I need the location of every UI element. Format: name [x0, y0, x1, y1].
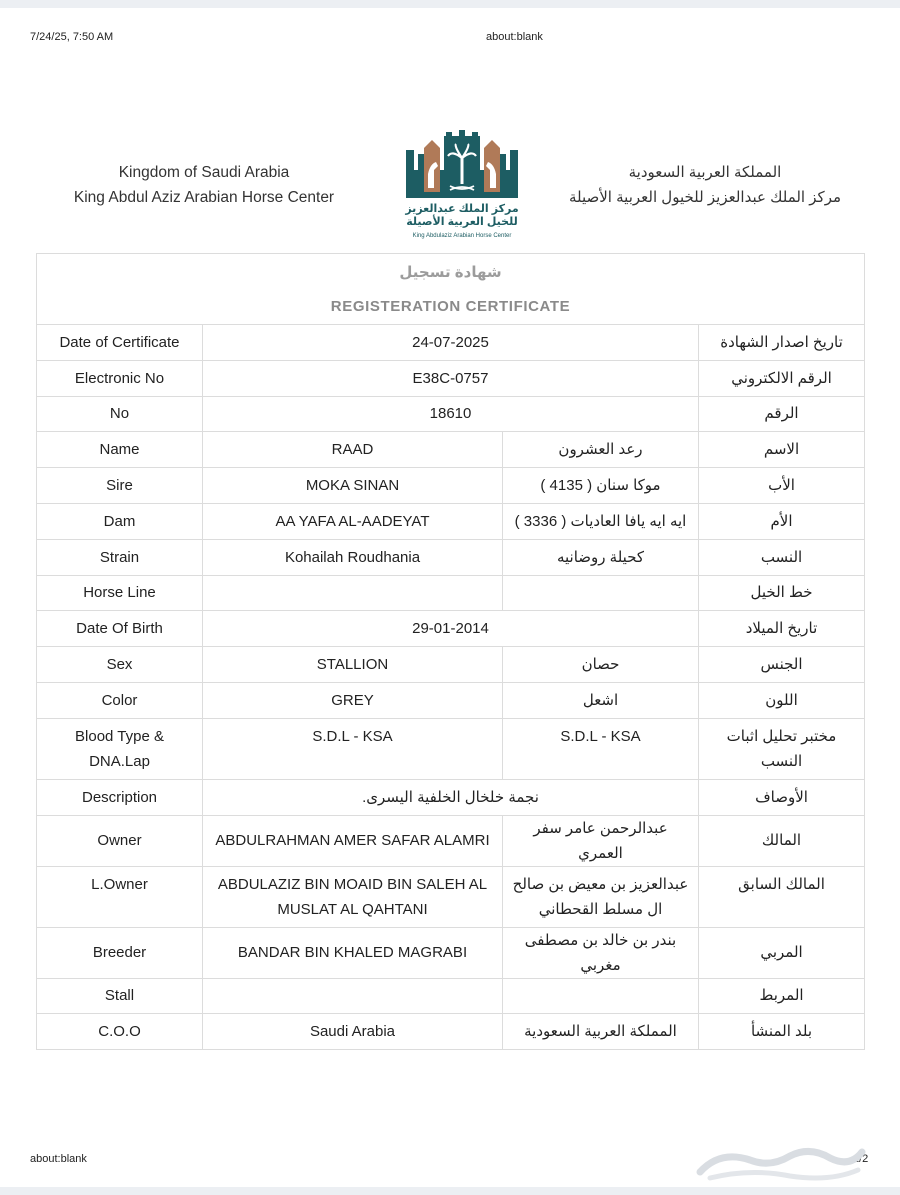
- name-value-ar: رعد العشرون: [503, 432, 699, 468]
- electronic-no-value: E38C-0757: [203, 360, 699, 396]
- blood-type-label-line2: DNA.Lap: [89, 752, 150, 770]
- footer-url: about:blank: [30, 1153, 87, 1165]
- table-row: [37, 611, 865, 647]
- row-label-en: Strain: [37, 539, 203, 575]
- horse-line-value-en: [203, 575, 503, 611]
- l-owner-value-ar-line2: ال مسلط القحطاني: [538, 900, 663, 918]
- l-owner-value-en: [203, 866, 503, 927]
- dam-value-ar: ايه ايه يافا العاديات ( 3336 ): [503, 503, 699, 539]
- coo-value-en: Saudi Arabia: [203, 1014, 503, 1050]
- table-row: [37, 575, 865, 611]
- row-label-en: L.Owner: [37, 866, 203, 927]
- row-label-ar: المالك السابق: [699, 866, 865, 927]
- sire-value-en: MOKA SINAN: [203, 468, 503, 504]
- sire-value-ar: موكا سنان ( 4135 ): [503, 468, 699, 504]
- name-value-en: RAAD: [203, 432, 503, 468]
- table-row: [37, 325, 865, 361]
- sex-value-ar: حصان: [503, 647, 699, 683]
- row-label-ar: الجنس: [699, 647, 865, 683]
- row-label-en: Dam: [37, 503, 203, 539]
- coo-value-ar: المملكة العربية السعودية: [503, 1014, 699, 1050]
- row-label-en: C.O.O: [37, 1014, 203, 1050]
- l-owner-value-en-line1: ABDULAZIZ BIN MOAID BIN SALEH AL: [217, 875, 488, 893]
- header-arabic: [560, 160, 850, 210]
- certificate-table: [36, 253, 865, 1050]
- table-row: [37, 866, 865, 927]
- date-of-certificate-value: 24-07-2025: [203, 325, 699, 361]
- footer-page-number: 1/2: [853, 1153, 869, 1165]
- table-row: [37, 927, 865, 978]
- l-owner-value-ar: [503, 866, 699, 927]
- header-en-country: Kingdom of Saudi Arabia: [118, 164, 290, 181]
- row-label-ar: تاريخ الميلاد: [699, 611, 865, 647]
- table-row: [37, 360, 865, 396]
- table-row: [37, 1014, 865, 1050]
- haraj-watermark-icon: [690, 1138, 870, 1184]
- table-row: [37, 682, 865, 718]
- owner-value-en: ABDULRAHMAN AMER SAFAR ALAMRI: [203, 815, 503, 866]
- description-value: نجمة خلخال الخلفية اليسرى.: [203, 779, 699, 815]
- owner-value-ar: عبدالرحمن عامر سفر العمري: [503, 815, 699, 866]
- table-row: [37, 718, 865, 779]
- row-label-ar: اللون: [699, 682, 865, 718]
- row-label-en: Description: [37, 779, 203, 815]
- strain-value-en: Kohailah Roudhania: [203, 539, 503, 575]
- table-row: [37, 978, 865, 1014]
- table-row: [37, 647, 865, 683]
- row-label-en: Color: [37, 682, 203, 718]
- row-label-ar: الرقم: [699, 396, 865, 432]
- top-strip: [0, 0, 900, 8]
- row-label-ar: النسب: [699, 539, 865, 575]
- header-en-center: King Abdul Aziz Arabian Horse Center: [73, 189, 335, 206]
- breeder-value-ar: بندر بن خالد بن مصطفى مغربي: [503, 927, 699, 978]
- print-datetime: 7/24/25, 7:50 AM: [30, 31, 114, 43]
- table-row: [37, 815, 865, 866]
- sex-value-en: STALLION: [203, 647, 503, 683]
- table-row: [37, 503, 865, 539]
- certificate-title-ar: شهادة تسجيل: [399, 264, 502, 281]
- row-label-ar: المربي: [699, 927, 865, 978]
- strain-value-ar: كحيلة روضانيه: [503, 539, 699, 575]
- color-value-ar: اشعل: [503, 682, 699, 718]
- blood-type-value-en: S.D.L - KSA: [203, 718, 503, 779]
- row-label-en: [37, 718, 203, 779]
- row-label-en: Owner: [37, 815, 203, 866]
- row-label-en: Electronic No: [37, 360, 203, 396]
- row-label-ar: المربط: [699, 978, 865, 1014]
- row-label-en: Date Of Birth: [37, 611, 203, 647]
- date-of-birth-value: 29-01-2014: [203, 611, 699, 647]
- color-value-en: GREY: [203, 682, 503, 718]
- row-label-ar: الأم: [699, 503, 865, 539]
- row-label-en: Stall: [37, 978, 203, 1014]
- logo-english-text: King Abdulaziz Arabian Horse Center: [412, 233, 512, 239]
- row-label-ar: بلد المنشأ: [699, 1014, 865, 1050]
- header-english: [40, 160, 368, 210]
- table-row: [37, 396, 865, 432]
- table-row: [37, 779, 865, 815]
- stall-value-ar: [503, 978, 699, 1014]
- certificate-title-en: REGISTERATION CERTIFICATE: [330, 298, 571, 315]
- header-ar-country: المملكة العربية السعودية: [628, 164, 782, 181]
- blood-type-value-ar: S.D.L - KSA: [503, 718, 699, 779]
- bottom-strip: [0, 1187, 900, 1195]
- blood-type-label-line1: Blood Type &: [75, 727, 164, 745]
- l-owner-value-en-line2: MUSLAT AL QAHTANI: [277, 900, 428, 918]
- row-label-en: Breeder: [37, 927, 203, 978]
- certificate-title: [37, 254, 865, 325]
- row-label-ar: خط الخيل: [699, 575, 865, 611]
- row-label-en: Name: [37, 432, 203, 468]
- table-row: [37, 432, 865, 468]
- logo-arabic-text: [400, 203, 524, 229]
- certificate-title-row: [37, 254, 865, 325]
- row-label-en: Horse Line: [37, 575, 203, 611]
- row-label-en: Date of Certificate: [37, 325, 203, 361]
- l-owner-value-ar-line1: عبدالعزيز بن معيض بن صالح: [512, 875, 689, 893]
- row-label-ar: الأوصاف: [699, 779, 865, 815]
- breeder-value-en: BANDAR BIN KHALED MAGRABI: [203, 927, 503, 978]
- row-label-en: Sex: [37, 647, 203, 683]
- row-label-ar: الأب: [699, 468, 865, 504]
- logo-ar-line1: مركز الملك عبدالعزيز: [405, 203, 519, 215]
- table-row: [37, 468, 865, 504]
- header-ar-center: مركز الملك عبدالعزيز للخيول العربية الأصيلة: [568, 189, 841, 206]
- horse-line-value-ar: [503, 575, 699, 611]
- row-label-en: No: [37, 396, 203, 432]
- no-value: 18610: [203, 396, 699, 432]
- print-url: about:blank: [486, 31, 543, 43]
- row-label-ar: الاسم: [699, 432, 865, 468]
- table-row: [37, 539, 865, 575]
- row-label-ar: تاريخ اصدار الشهادة: [699, 325, 865, 361]
- row-label-ar: مختبر تحليل اثبات النسب: [699, 718, 865, 779]
- logo-ar-line2: للخيل العربية الأصيلة: [406, 216, 518, 228]
- row-label-en: Sire: [37, 468, 203, 504]
- row-label-ar: المالك: [699, 815, 865, 866]
- stall-value-en: [203, 978, 503, 1014]
- row-label-ar: الرقم الالكتروني: [699, 360, 865, 396]
- dam-value-en: AA YAFA AL-AADEYAT: [203, 503, 503, 539]
